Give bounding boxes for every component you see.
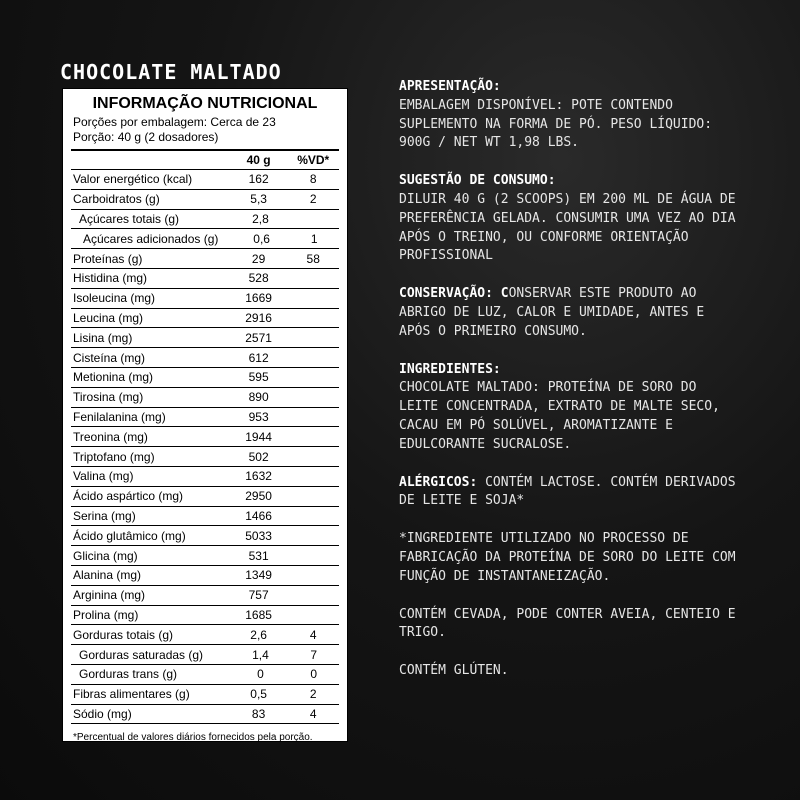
- nutrient-vd: 4: [309, 627, 317, 642]
- nutrient-name: Glicina (mg): [73, 548, 138, 563]
- nutrient-rows: [71, 170, 339, 724]
- nutrient-amount: 2950: [245, 489, 272, 504]
- cevada-text: CONTÉM CEVADA, PODE CONTER AVEIA, CENTEIO E TRIGO.: [399, 606, 736, 641]
- nutrient-amount: 1349: [245, 568, 272, 583]
- nutrient-name: Proteínas (g): [73, 251, 143, 266]
- nutrient-name: Valor energético (kcal): [73, 172, 193, 187]
- nutrient-name: Cisteína (mg): [73, 350, 146, 365]
- nutrient-vd: 4: [309, 706, 317, 721]
- table-row: [71, 388, 339, 408]
- portion-size: Porção: 40 g (2 dosadores): [73, 130, 219, 144]
- ingredientes-label: INGREDIENTES:: [399, 361, 501, 377]
- section-nota: [399, 530, 739, 586]
- nutrient-name: Gorduras saturadas (g): [79, 647, 204, 662]
- nutrient-name: Serina (mg): [73, 508, 136, 523]
- header-amount: 40 g: [246, 153, 271, 167]
- nutrient-name: Gorduras trans (g): [79, 667, 178, 682]
- nutrient-amount: 757: [248, 588, 269, 603]
- nutrient-amount: 2571: [245, 330, 272, 345]
- table-row: [71, 586, 339, 606]
- nutrient-vd: 58: [306, 251, 320, 266]
- table-row: [71, 348, 339, 368]
- nutrient-amount: 1669: [245, 291, 272, 306]
- product-info: [399, 78, 739, 700]
- nutrient-name: Leucina (mg): [73, 310, 144, 325]
- nutrient-name: Ácido aspártico (mg): [73, 489, 184, 504]
- nutrient-name: Prolina (mg): [73, 607, 139, 622]
- table-row: [71, 487, 339, 507]
- nutrient-name: Fenilalanina (mg): [73, 409, 166, 424]
- servings-per-package: Porções por embalagem: Cerca de 23: [73, 115, 276, 129]
- table-row: [71, 229, 339, 249]
- sugestao-text: DILUIR 40 G (2 SCOOPS) EM 200 ML DE ÁGUA DE PREFERÊNCIA GELADA. CONSUMIR UMA VEZ AO DIA APÓS O TREINO, OU CONFORME ORIENTAÇÃO PROFISSIONAL: [399, 191, 736, 264]
- table-row: [71, 447, 339, 467]
- nutrient-name: Triptofano (mg): [73, 449, 155, 464]
- nutrient-vd: 8: [309, 172, 317, 187]
- nutrient-name: Metionina (mg): [73, 370, 154, 385]
- header-vd: %VD*: [297, 153, 330, 167]
- table-row: [71, 249, 339, 269]
- table-row: [71, 625, 339, 645]
- nutrient-vd: 7: [310, 647, 318, 662]
- table-row: [71, 645, 339, 665]
- nutrient-name: Treonina (mg): [73, 429, 148, 444]
- section-cevada: [399, 606, 739, 644]
- table-row: [71, 309, 339, 329]
- nutrient-amount: 528: [248, 271, 269, 286]
- apresentacao-label: APRESENTAÇÃO:: [399, 79, 501, 94]
- nutrient-amount: 2916: [245, 310, 272, 325]
- nutrient-vd: 1: [310, 231, 318, 246]
- table-row: [71, 665, 339, 685]
- nutrient-name: Tirosina (mg): [73, 390, 144, 405]
- nutrient-amount: 1466: [245, 508, 272, 523]
- table-row: [71, 526, 339, 546]
- nutrient-amount: 1944: [245, 429, 272, 444]
- footnote: *Percentual de valores diários fornecidos pela porção.: [73, 732, 313, 744]
- nutrient-amount: 162: [248, 172, 269, 187]
- flavor-title: CHOCOLATE MALTADO: [60, 60, 282, 84]
- table-row: [71, 566, 339, 586]
- section-alergicos: [399, 474, 739, 512]
- alergicos-label: ALÉRGICOS:: [399, 474, 478, 490]
- section-sugestao: [399, 172, 739, 266]
- table-row: [71, 368, 339, 388]
- nutrient-vd: 2: [309, 192, 317, 207]
- nutrient-vd: 0: [310, 667, 318, 682]
- table-row: [71, 467, 339, 487]
- nutrient-name: Açúcares totais (g): [79, 211, 180, 226]
- nutrient-amount: 0: [257, 667, 264, 682]
- table-row: [71, 269, 339, 289]
- nutrient-amount: 0,5: [250, 687, 267, 702]
- table-row: [71, 606, 339, 626]
- nutrition-title: INFORMAÇÃO NUTRICIONAL: [92, 95, 318, 112]
- conservacao-label: CONSERVAÇÃO: C: [399, 286, 509, 302]
- nutrient-name: Alanina (mg): [73, 568, 142, 583]
- nutrient-amount: 1,4: [252, 647, 269, 662]
- nutrient-amount: 2,8: [252, 211, 269, 226]
- nutrient-amount: 29: [251, 251, 266, 266]
- section-apresentacao: [399, 78, 739, 153]
- table-row: [71, 507, 339, 527]
- nutrient-amount: 2,6: [250, 627, 267, 642]
- table-row: [71, 210, 339, 230]
- table-row: [71, 289, 339, 309]
- nutrient-name: Açúcares adicionados (g): [83, 231, 219, 246]
- nutrient-name: Carboidratos (g): [73, 192, 160, 207]
- nutrition-facts-table: [62, 88, 348, 742]
- table-row: [71, 328, 339, 348]
- nutrient-amount: 5,3: [250, 192, 267, 207]
- nutrient-amount: 890: [248, 390, 269, 405]
- nota-text: *INGREDIENTE UTILIZADO NO PROCESSO DE FABRICAÇÃO DA PROTEÍNA DE SORO DO LEITE COM FUNÇÃO DE INSTANTANEIZAÇÃO.: [399, 531, 736, 584]
- ingredientes-text: CHOCOLATE MALTADO: PROTEÍNA DE SORO DO LEITE CONCENTRADA, EXTRATO DE MALTE SECO, CACAU EM PÓ SOLÚVEL, AROMATIZANTE E EDULCORANTE SUCRALOSE.: [399, 380, 720, 452]
- nutrient-vd: 2: [309, 687, 317, 702]
- nutrient-amount: 83: [251, 706, 266, 721]
- apresentacao-text: EMBALAGEM DISPONÍVEL: POTE CONTENDO SUPLEMENTO NA FORMA DE PÓ. PESO LÍQUIDO: 900G / NET WT 1,98 LBS.: [399, 97, 713, 151]
- table-row: [71, 190, 339, 210]
- nutrient-name: Isoleucina (mg): [73, 291, 156, 306]
- nutrient-name: Fibras alimentares (g): [73, 687, 190, 702]
- conservacao-text: ONSERVAR ESTE PRODUTO AO ABRIGO DE LUZ, CALOR E UMIDADE, ANTES E APÓS O PRIMEIRO CONSUMO.: [399, 286, 705, 339]
- section-ingredientes: [399, 361, 739, 455]
- section-conservacao: [399, 285, 739, 341]
- alergicos-text: CONTÉM LACTOSE. CONTÉM DERIVADOS DE LEITE E SOJA*: [399, 474, 736, 509]
- section-gluten: [399, 662, 739, 681]
- gluten-text: CONTÉM GLÚTEN.: [399, 663, 509, 679]
- sugestao-label: SUGESTÃO DE CONSUMO:: [399, 173, 556, 189]
- table-row: [71, 427, 339, 447]
- table-row: [71, 685, 339, 705]
- table-header: [71, 149, 339, 170]
- nutrient-name: Ácido glutâmico (mg): [73, 528, 186, 543]
- nutrient-amount: 953: [248, 409, 269, 424]
- nutrient-name: Sódio (mg): [73, 706, 132, 721]
- nutrient-amount: 612: [248, 350, 269, 365]
- nutrient-amount: 1685: [245, 607, 272, 622]
- nutrient-amount: 0,6: [253, 231, 270, 246]
- nutrient-amount: 5033: [245, 528, 272, 543]
- table-row: [71, 546, 339, 566]
- nutrient-name: Arginina (mg): [73, 588, 146, 603]
- nutrient-name: Gorduras totais (g): [73, 627, 174, 642]
- nutrient-amount: 502: [248, 449, 269, 464]
- nutrient-amount: 595: [248, 370, 269, 385]
- nutrient-amount: 1632: [245, 469, 272, 484]
- table-row: [71, 170, 339, 190]
- table-row: [71, 705, 339, 725]
- nutrient-name: Histidina (mg): [73, 271, 148, 286]
- nutrient-name: Lisina (mg): [73, 330, 133, 345]
- table-row: [71, 408, 339, 428]
- nutrient-name: Valina (mg): [73, 469, 134, 484]
- nutrient-amount: 531: [248, 548, 269, 563]
